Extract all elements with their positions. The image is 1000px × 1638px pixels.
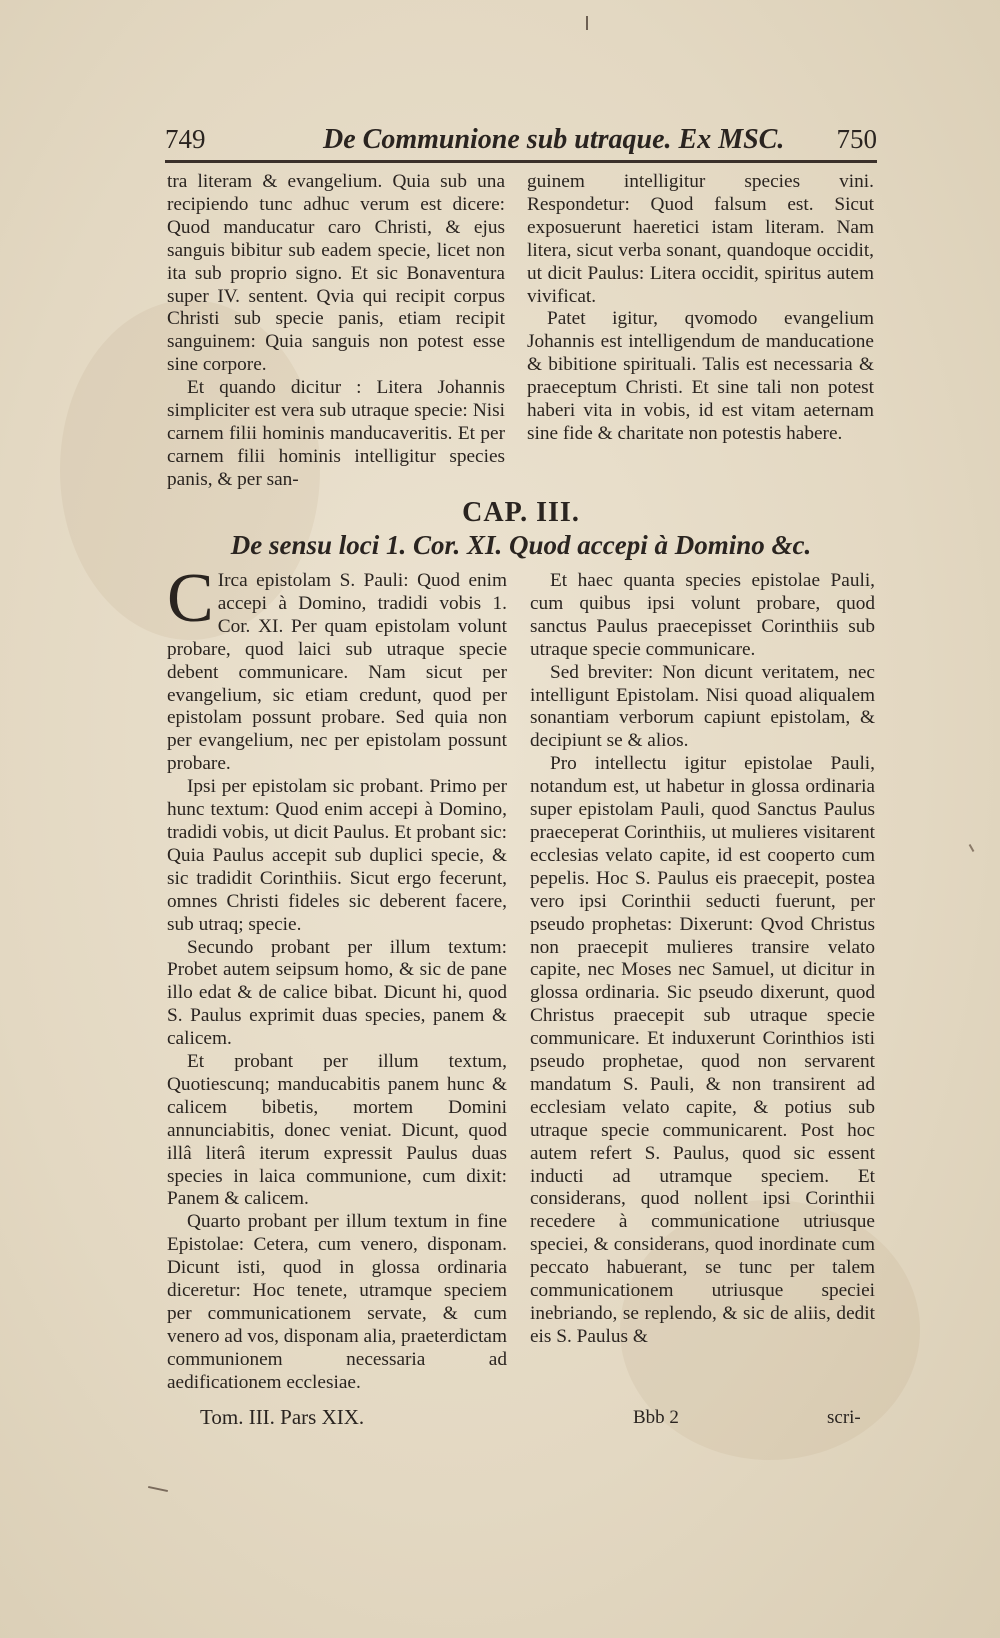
paragraph: Ipsi per epistolam sic probant. Primo per hunc textum: Quod enim accepi à Domino, tradidi vobis, ut dicit Paulus. Et probant sic: Quia Paulus accepit sub duplici specie, & sic tradidit Corinthiis. Sicut ergo fecerunt, omnes Christi fideles sic deberent facere, sub utraq; specie.: [167, 776, 507, 935]
paragraph: Quarto probant per illum textum in fine Epistolae: Cetera, cum venero, disponam. Dicunt isti, quod in glossa ordinaria diceretur: Hoc tenete, utramque speciem per communicationem servate, & cum venero ad vos, disponam alia, praeterdictam communionem necessaria ad aedificationem ecclesiae.: [167, 1211, 507, 1393]
paragraph: Pro intellectu igitur epistolae Pauli, notandum est, ut habetur in glossa ordinaria super epistolam Pauli, quod Sanctus Paulus praeceperat Corinthiis, ut mulieres visitarent ecclesias velato capite, id est cooperto cum pepelis. Hoc S. Paulus eis praecepit, postea vero ipsi Corinthii seducti fuerunt, per pseudo prophetas: Dixerunt: Qvod Christus non praecepit mulieres transire velato capite, nec Moses nec Samuel, ut dicitur in glossa ordinaria. Sic pseudo dixerunt, quod Christus praecepit sub utraque specie communicare. Et induxerunt Corinthios isti pseudo prophetae, quod non servarent mandatum S. Pauli, & non transirent ad ecclesiam velato capite, & potius sub utraque specie communicarent. Post hoc autem refert S. Paulus, quod sic essent inducti ad utramque speciem. Et considerans, quod nollent ipsi Corinthii recedere à communicatione utriusque speciei, & considerans, quod inordinate cum peccato habuerant, se tunc per talem communicationem utriusque speciei inebriando, se replendo, & sic de aliis, dedit eis S. Paulus &: [530, 753, 875, 1347]
running-title: De Communione sub utraque. Ex MSC.: [323, 124, 785, 155]
paragraph: [167, 560, 507, 776]
column-top-left: [167, 171, 505, 492]
page-number-left: 749: [165, 124, 206, 154]
paragraph-text: Irca epistolam S. Pauli: Quod enim accepi à Domino, tradidi vobis 1. Cor. XI. Per quam epistolam volunt probare, quod laici sub utraque specie debent communicare. Nam sicut per evangelium, sic etiam credunt, quod per epistolam possunt probare. Sed quia non per evangelium, nec per epistolam possunt probare.: [167, 570, 507, 775]
paragraph: Et probant per illum textum, Quotiescunq; manducabitis panem hunc & calicem bibetis, mortem Domini annunciabitis, donec veniat. Dicunt, quod illâ literâ iterum expressit Paulus duas species in laica communione, cum dixit: Panem & calicem.: [167, 1051, 507, 1210]
chapter-number: CAP. III.: [462, 497, 580, 528]
drop-cap: C: [167, 560, 214, 637]
page-header: [165, 118, 877, 163]
column-bottom-right: [530, 570, 875, 1349]
chapter-title: De sensu loci 1. Cor. XI. Quod accepi à Domino &c.: [230, 530, 812, 560]
paragraph: Sed breviter: Non dicunt veritatem, nec intelligunt Epistolam. Nisi quoad aliqualem sonantiam verborum capiunt epistolam, & decipiunt se & alios.: [530, 661, 875, 752]
paragraph: Secundo probant per illum textum: Probet autem seipsum homo, & sic de pane illo edat & de calice bibat. Dicunt hi, quod S. Paulus exprimit duas species, panem & calicem.: [167, 936, 507, 1050]
volume-line: Tom. III. Pars XIX.: [200, 1405, 365, 1429]
catchword: scri-: [827, 1407, 861, 1428]
paragraph: Patet igitur, qvomodo evangelium Johannis est intelligendum de manducatione & bibitione spirituali. Talis est necessaria & praeceptum Christi. Et sine tali non potest haberi vita in vobis, id est vitam aeternam sine fide & charitate non potestis habere.: [527, 308, 874, 444]
page-number-right: 750: [836, 124, 877, 154]
signature-mark: Bbb 2: [633, 1407, 679, 1428]
paragraph: guinem intelligitur species vini. Respondetur: Quod falsum est. Sicut exposuerunt haeretici istam literam. Nam litera, sicut verba sonant, quandoque occidit, ut dicit Paulus: Litera occidit, spiritus autem vivificat.: [527, 171, 874, 307]
margin-mark: [148, 1486, 168, 1492]
paragraph: Et haec quanta species epistolae Pauli, cum quibus ipsi volunt probare, quod sanctus Paulus praecepisset Corinthiis sub utraque specie communicare.: [530, 570, 875, 660]
paragraph: Et quando dicitur : Litera Johannis simpliciter est vera sub utraque specie: Nisi carnem filii hominis manducaveritis. Et per carnem filii hominis intelligitur species panis, & per san-: [167, 377, 505, 490]
margin-tick: [969, 840, 982, 852]
top-mark: [586, 16, 588, 30]
column-top-right: [527, 171, 874, 446]
paragraph: tra literam & evangelium. Quia sub una recipiendo tunc adhuc verum est dicere: Quod manducatur caro Christi, & ejus sanguis bibitur sub eadem specie, licet non ita sub proprio signo. Et sic Bonaventura super IV. sentent. Qvia qui recipit corpus Christi sub specie panis, etiam recipit sanguinem: Quia sanguis non potest esse sine corpore.: [167, 171, 505, 376]
column-bottom-left: [167, 560, 507, 1395]
